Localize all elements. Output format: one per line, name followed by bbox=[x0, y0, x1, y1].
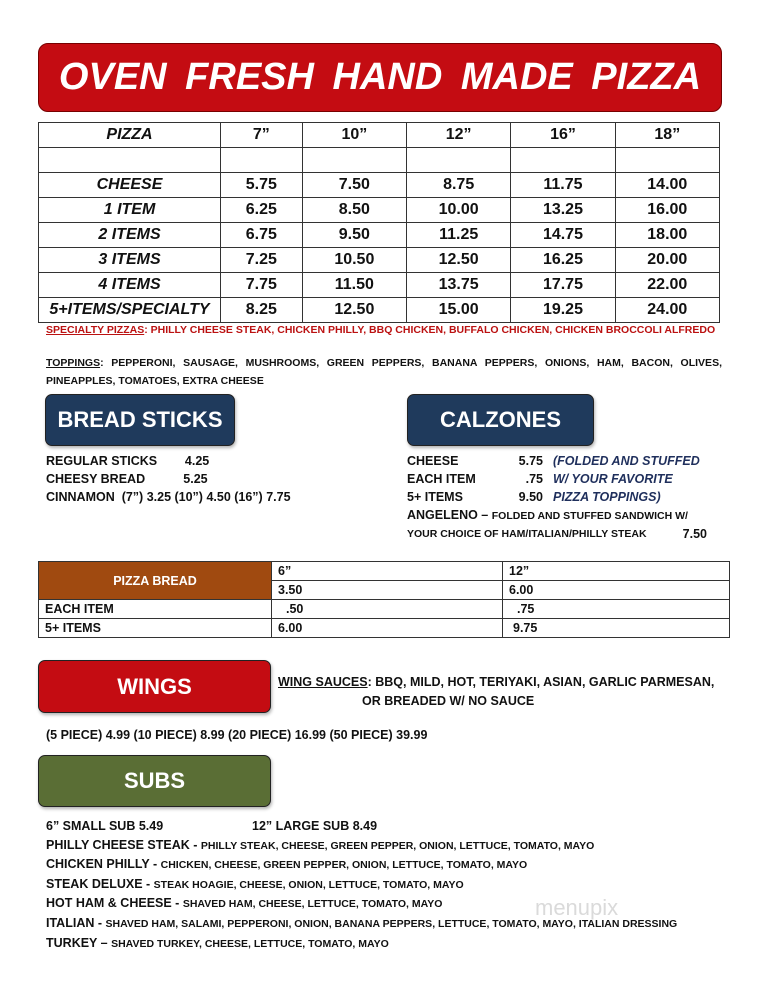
table-row bbox=[39, 600, 730, 619]
row-label: 4 ITEMS bbox=[39, 273, 221, 298]
row-label: 5+ ITEMS bbox=[39, 619, 272, 638]
list-item bbox=[407, 488, 707, 506]
price-cell: 5.75 bbox=[221, 173, 303, 198]
wing-sauces-text: : BBQ, MILD, HOT, TERIYAKI, ASIAN, GARLIC PARMESAN, bbox=[367, 675, 715, 689]
price-cell: 14.00 bbox=[615, 173, 719, 198]
list-item bbox=[46, 875, 677, 895]
sub-desc: SHAVED HAM, CHEESE, LETTUCE, TOMATO, MAYO bbox=[182, 898, 443, 911]
pizza-bread-table bbox=[38, 561, 730, 638]
price-cell: 15.00 bbox=[407, 298, 511, 323]
specialty-label: SPECIALTY PIZZAS bbox=[46, 324, 145, 336]
price-cell: 9.75 bbox=[503, 619, 730, 638]
angeleno-name: ANGELENO – bbox=[407, 508, 492, 522]
sub-name: PHILLY CHEESE STEAK - bbox=[46, 837, 201, 852]
small-sub-price: 6” SMALL SUB 5.49 bbox=[46, 819, 164, 833]
wing-sauces bbox=[278, 673, 714, 711]
price-cell: 16.25 bbox=[511, 248, 615, 273]
angeleno-line2 bbox=[407, 525, 707, 543]
price-cell: .50 bbox=[272, 600, 503, 619]
specialty-text: : PHILLY CHEESE STEAK, CHICKEN PHILLY, BBQ CHICKEN, BUFFALO CHICKEN, CHICKEN BROCCOLI ALFREDO bbox=[144, 324, 716, 336]
price-cell: 14.75 bbox=[511, 223, 615, 248]
item-name: CHEESE bbox=[407, 454, 459, 468]
price-cell: 8.50 bbox=[302, 198, 406, 223]
sub-desc: SHAVED HAM, SALAMI, PEPPERONI, ONION, BANANA PEPPERS, LETTUCE, TOMATO, MAYO, ITALIAN DRESSING bbox=[105, 917, 678, 930]
sub-name: HOT HAM & CHEESE - bbox=[46, 896, 183, 911]
title-banner: OVEN FRESH HAND MADE PIZZA bbox=[38, 43, 722, 112]
price-cell: 11.50 bbox=[302, 273, 406, 298]
price-cell: 7.50 bbox=[302, 173, 406, 198]
price-cell: 20.00 bbox=[615, 248, 719, 273]
table-row bbox=[39, 619, 730, 638]
header-cell: 7” bbox=[221, 123, 303, 148]
toppings bbox=[46, 354, 722, 390]
price-cell: 8.25 bbox=[221, 298, 303, 323]
table-row bbox=[39, 198, 720, 223]
angeleno-item bbox=[407, 506, 707, 525]
price-cell: 12.50 bbox=[302, 298, 406, 323]
price-cell: 7.25 bbox=[221, 248, 303, 273]
table-row bbox=[39, 273, 720, 298]
header-cell: 16” bbox=[511, 123, 615, 148]
list-item: CHEESY BREAD 5.25 bbox=[46, 472, 208, 486]
table-header-row bbox=[39, 123, 720, 148]
header-cell: 12” bbox=[407, 123, 511, 148]
price-cell: 3.50 bbox=[272, 581, 503, 600]
price-cell: 13.75 bbox=[407, 273, 511, 298]
item-note: (FOLDED AND STUFFED bbox=[553, 454, 700, 468]
price-cell: 18.00 bbox=[615, 223, 719, 248]
row-label: 2 ITEMS bbox=[39, 223, 221, 248]
large-sub-price: 12” LARGE SUB 8.49 bbox=[252, 819, 378, 833]
item-price: 5.75 bbox=[518, 454, 543, 468]
angeleno-desc: FOLDED AND STUFFED SANDWICH W/ bbox=[491, 510, 688, 522]
list-item: CINNAMON (7”) 3.25 (10”) 4.50 (16”) 7.75 bbox=[46, 490, 291, 504]
item-note: PIZZA TOPPINGS) bbox=[553, 490, 661, 504]
list-item bbox=[46, 855, 677, 875]
angeleno-price: 7.50 bbox=[682, 527, 707, 541]
item-price: 9.50 bbox=[518, 490, 543, 504]
sub-desc: CHICKEN, CHEESE, GREEN PEPPER, ONION, LETTUCE, TOMATO, MAYO bbox=[160, 859, 528, 872]
price-cell: 6.75 bbox=[221, 223, 303, 248]
table-row bbox=[39, 173, 720, 198]
list-item bbox=[407, 452, 707, 470]
price-cell: 7.75 bbox=[221, 273, 303, 298]
row-label: CHEESE bbox=[39, 173, 221, 198]
bread-sticks-heading: BREAD STICKS bbox=[45, 394, 235, 446]
price-cell: 22.00 bbox=[615, 273, 719, 298]
angeleno-desc: YOUR CHOICE OF HAM/ITALIAN/PHILLY STEAK bbox=[407, 528, 647, 540]
size-cell: 12” bbox=[503, 562, 730, 581]
price-cell: 12.50 bbox=[407, 248, 511, 273]
pizza-price-table bbox=[38, 122, 720, 323]
price-cell: 9.50 bbox=[302, 223, 406, 248]
list-item bbox=[407, 470, 707, 488]
sub-name: ITALIAN - bbox=[46, 915, 106, 930]
item-note: W/ YOUR FAVORITE bbox=[553, 472, 673, 486]
specialty-pizzas bbox=[46, 324, 715, 336]
sub-name: CHICKEN PHILLY - bbox=[46, 857, 161, 872]
calzones-heading: CALZONES bbox=[407, 394, 594, 446]
row-label: 3 ITEMS bbox=[39, 248, 221, 273]
watermark: menupix bbox=[535, 895, 619, 920]
list-item bbox=[46, 934, 677, 954]
price-cell: 8.75 bbox=[407, 173, 511, 198]
price-cell: 13.25 bbox=[511, 198, 615, 223]
sub-desc: SHAVED TURKEY, CHEESE, LETTUCE, TOMATO, MAYO bbox=[111, 937, 389, 950]
price-cell: 10.50 bbox=[302, 248, 406, 273]
table-row bbox=[39, 248, 720, 273]
row-label: 1 ITEM bbox=[39, 198, 221, 223]
price-cell: 17.75 bbox=[511, 273, 615, 298]
list-item: REGULAR STICKS 4.25 bbox=[46, 454, 210, 468]
toppings-text: : PEPPERONI, SAUSAGE, MUSHROOMS, GREEN PEPPERS, BANANA PEPPERS, ONIONS, HAM, BACON, OLIVES, PINEAPPLES, TOMATOES, EXTRA CHEESE bbox=[46, 357, 722, 387]
price-cell: 24.00 bbox=[615, 298, 719, 323]
sub-name: TURKEY – bbox=[46, 935, 112, 950]
item-name: EACH ITEM bbox=[407, 472, 476, 486]
table-row bbox=[39, 298, 720, 323]
item-name: 5+ ITEMS bbox=[407, 490, 463, 504]
list-item bbox=[46, 836, 677, 856]
header-cell: 10” bbox=[302, 123, 406, 148]
empty-row bbox=[39, 148, 720, 173]
wing-sauces-text: OR BREADED W/ NO SAUCE bbox=[362, 694, 535, 708]
price-cell: 11.25 bbox=[407, 223, 511, 248]
price-cell: .75 bbox=[503, 600, 730, 619]
wings-heading: WINGS bbox=[38, 660, 271, 713]
calzones-list bbox=[407, 452, 707, 543]
wing-prices: (5 PIECE) 4.99 (10 PIECE) 8.99 (20 PIECE) 16.99 (50 PIECE) 39.99 bbox=[46, 728, 428, 742]
price-cell: 10.00 bbox=[407, 198, 511, 223]
sub-name: STEAK DELUXE - bbox=[46, 876, 154, 891]
subs-list bbox=[46, 817, 677, 953]
sub-desc: PHILLY STEAK, CHEESE, GREEN PEPPER, ONION, LETTUCE, TOMATO, MAYO bbox=[200, 839, 595, 852]
table-row bbox=[39, 223, 720, 248]
price-cell: 11.75 bbox=[511, 173, 615, 198]
header-cell: PIZZA bbox=[39, 123, 221, 148]
sub-desc: STEAK HOAGIE, CHEESE, ONION, LETTUCE, TOMATO, MAYO bbox=[153, 878, 464, 891]
price-cell: 19.25 bbox=[511, 298, 615, 323]
toppings-label: TOPPINGS bbox=[46, 357, 101, 369]
row-label: 5+ITEMS/SPECIALTY bbox=[39, 298, 221, 323]
bread-sticks-list bbox=[46, 452, 291, 506]
price-cell: 6.00 bbox=[503, 581, 730, 600]
size-cell: 6” bbox=[272, 562, 503, 581]
price-cell: 6.00 bbox=[272, 619, 503, 638]
row-label: EACH ITEM bbox=[39, 600, 272, 619]
header-cell: 18” bbox=[615, 123, 719, 148]
pizza-bread-heading: PIZZA BREAD bbox=[39, 562, 272, 600]
wing-sauces-label: WING SAUCES bbox=[278, 675, 368, 689]
price-cell: 6.25 bbox=[221, 198, 303, 223]
item-price: .75 bbox=[525, 472, 543, 486]
price-cell: 16.00 bbox=[615, 198, 719, 223]
subs-heading: SUBS bbox=[38, 755, 271, 807]
